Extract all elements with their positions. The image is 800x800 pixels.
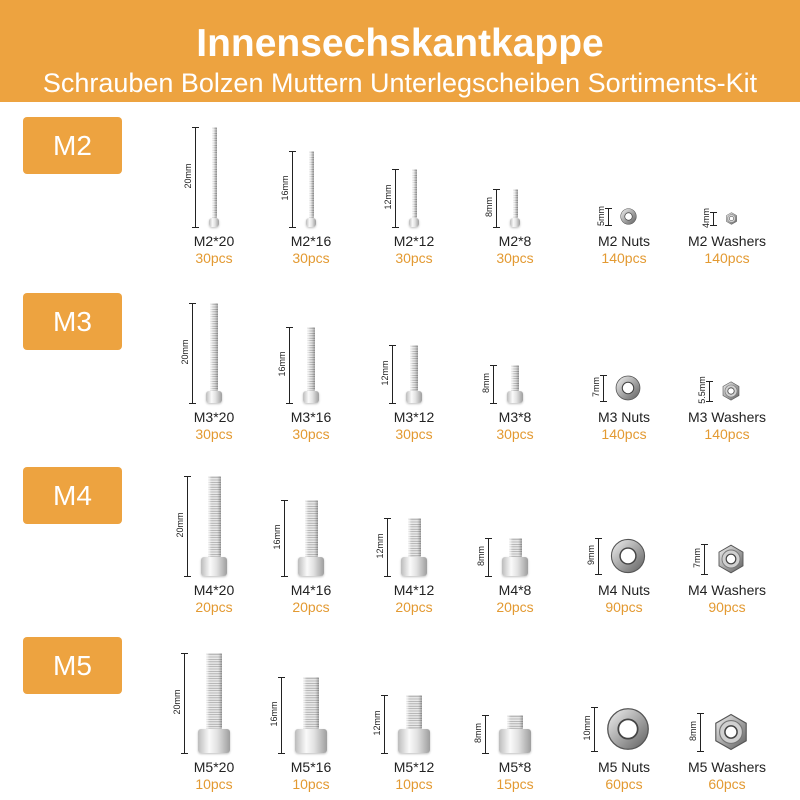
hex-nut-icon <box>721 381 741 401</box>
item-name: M5 Nuts <box>597 759 651 775</box>
hex-nut-icon <box>725 212 738 225</box>
dimension-tick <box>493 227 500 228</box>
dimension-tick <box>490 403 497 404</box>
dimension-tick <box>286 403 293 404</box>
dimension-tick <box>485 576 492 577</box>
item-quantity: 30pcs <box>395 250 433 266</box>
dimension-tick <box>381 695 388 696</box>
item-name: M2 Washers <box>687 233 767 249</box>
bolt-head <box>499 729 531 753</box>
item-quantity: 90pcs <box>605 599 643 615</box>
dimension-label: 20mm <box>180 339 190 365</box>
dimension-tick <box>381 753 388 754</box>
page-title: Innensechskantkappe <box>196 22 604 65</box>
dimension-line <box>493 365 494 403</box>
dimension-tick <box>278 753 285 754</box>
size-label-m3: M3 <box>23 293 122 350</box>
nut-shape <box>620 208 637 225</box>
dimension-line <box>184 653 185 753</box>
dimension-line <box>594 707 595 751</box>
dimension-tick <box>289 151 296 152</box>
item-caption <box>460 582 570 616</box>
dimension-line <box>488 538 489 576</box>
bolt-head <box>398 729 430 753</box>
item-quantity: 30pcs <box>395 426 433 442</box>
dimension-label: 16mm <box>269 701 279 727</box>
item-name: M2*20 <box>193 233 235 249</box>
item-quantity: 30pcs <box>195 250 233 266</box>
dimension-label: 16mm <box>277 351 287 377</box>
dimension-line <box>709 381 710 401</box>
washer-shape <box>725 212 738 225</box>
dimension-tick <box>591 751 598 752</box>
dimension-line <box>289 327 290 403</box>
dimension-label: 12mm <box>372 710 382 736</box>
item-caption <box>159 582 269 616</box>
dimension-line <box>485 715 486 753</box>
item-quantity: 30pcs <box>496 250 534 266</box>
item-caption <box>672 759 782 793</box>
dimension-line <box>195 127 196 227</box>
dimension-tick <box>384 518 391 519</box>
dimension-label: 9mm <box>586 545 596 565</box>
dimension-tick <box>181 753 188 754</box>
item-quantity: 140pcs <box>704 250 750 266</box>
bolt-head <box>298 557 324 576</box>
item-name: M4 Washers <box>687 582 767 598</box>
dimension-label: 5mm <box>595 205 606 226</box>
dimension-line <box>395 169 396 227</box>
item-caption <box>460 409 570 443</box>
dimension-tick <box>189 303 196 304</box>
dimension-tick <box>701 574 708 575</box>
item-caption <box>359 409 469 443</box>
dimension-line <box>284 500 285 576</box>
item-quantity: 15pcs <box>496 776 534 792</box>
item-quantity: 30pcs <box>496 426 534 442</box>
hex-nut-icon <box>716 544 746 574</box>
dimension-line <box>704 544 705 574</box>
washer-shape <box>712 713 750 751</box>
dimension-line <box>598 538 599 574</box>
dimension-tick <box>697 713 704 714</box>
bolt-shaft <box>509 538 522 557</box>
dimension-tick <box>281 576 288 577</box>
dimension-tick <box>490 365 497 366</box>
dimension-tick <box>286 327 293 328</box>
dimension-line <box>187 476 188 576</box>
item-quantity: 20pcs <box>292 599 330 615</box>
item-name: M2*12 <box>393 233 435 249</box>
size-label-m4: M4 <box>23 467 122 524</box>
bolt-shaft <box>309 151 314 218</box>
item-caption <box>359 233 469 267</box>
size-label-m5: M5 <box>23 637 122 694</box>
dimension-tick <box>493 189 500 190</box>
item-caption <box>359 582 469 616</box>
item-quantity: 140pcs <box>601 426 647 442</box>
bolt-shaft <box>212 127 217 218</box>
dimension-label: 12mm <box>383 184 393 210</box>
item-caption <box>569 582 679 616</box>
dimension-tick <box>192 127 199 128</box>
dimension-label: 8mm <box>688 721 698 741</box>
page-subtitle: Schrauben Bolzen Muttern Unterlegscheiben Sortiments-Kit <box>42 68 758 98</box>
nut-icon <box>620 208 637 225</box>
size-label-m2: M2 <box>23 117 122 174</box>
bolt-shaft <box>410 345 418 391</box>
item-quantity: 10pcs <box>395 776 433 792</box>
item-name: M3*20 <box>193 409 235 425</box>
dimension-tick <box>392 227 399 228</box>
dimension-line <box>384 695 385 753</box>
item-name: M2 Nuts <box>597 233 651 249</box>
item-quantity: 20pcs <box>195 599 233 615</box>
item-quantity: 30pcs <box>292 426 330 442</box>
bolt-head <box>409 218 419 227</box>
bolt-shaft <box>511 365 519 391</box>
item-name: M5*16 <box>290 759 332 775</box>
dimension-label: 7mm <box>692 548 702 568</box>
dimension-line <box>603 375 604 401</box>
dimension-tick <box>482 715 489 716</box>
bolt-head <box>401 557 427 576</box>
item-caption <box>460 759 570 793</box>
dimension-line <box>387 518 388 576</box>
dimension-tick <box>184 476 191 477</box>
item-caption <box>256 759 366 793</box>
item-name: M3*16 <box>290 409 332 425</box>
dimension-line <box>608 208 609 225</box>
bolt-head <box>201 557 227 576</box>
item-quantity: 140pcs <box>601 250 647 266</box>
dimension-line <box>192 303 193 403</box>
bolt-head <box>502 557 528 576</box>
bolt-shaft <box>408 518 421 557</box>
item-caption <box>569 409 679 443</box>
dimension-tick <box>706 381 713 382</box>
nut-icon <box>610 538 646 574</box>
dimension-tick <box>697 751 704 752</box>
bolt-head <box>510 218 520 227</box>
item-quantity: 30pcs <box>195 426 233 442</box>
bolt-shaft <box>305 500 318 557</box>
dimension-label: 8mm <box>473 723 483 743</box>
washer-shape <box>721 381 741 401</box>
dimension-line <box>292 151 293 227</box>
bolt-head <box>209 218 219 227</box>
bolt-shaft <box>412 169 417 218</box>
item-name: M3*8 <box>498 409 532 425</box>
header-banner <box>0 0 800 102</box>
item-quantity: 10pcs <box>195 776 233 792</box>
dimension-label: 10mm <box>582 715 592 741</box>
bolt-head <box>206 391 222 403</box>
item-caption <box>159 759 269 793</box>
item-quantity: 60pcs <box>605 776 643 792</box>
dimension-label: 16mm <box>272 524 282 550</box>
dimension-label: 20mm <box>172 689 182 715</box>
dimension-tick <box>389 345 396 346</box>
item-name: M4*12 <box>393 582 435 598</box>
dimension-tick <box>600 401 607 402</box>
bolt-shaft <box>303 677 319 729</box>
bolt-shaft <box>513 189 518 218</box>
item-name: M3*12 <box>393 409 435 425</box>
item-name: M4*16 <box>290 582 332 598</box>
dimension-tick <box>701 544 708 545</box>
item-caption <box>672 582 782 616</box>
item-name: M2*16 <box>290 233 332 249</box>
dimension-tick <box>595 574 602 575</box>
dimension-tick <box>595 538 602 539</box>
item-caption <box>159 233 269 267</box>
item-quantity: 140pcs <box>704 426 750 442</box>
dimension-tick <box>281 500 288 501</box>
dimension-line <box>700 713 701 751</box>
item-caption <box>256 409 366 443</box>
nut-icon <box>606 707 650 751</box>
dimension-line <box>713 212 714 225</box>
dimension-tick <box>278 677 285 678</box>
dimension-tick <box>485 538 492 539</box>
item-caption <box>359 759 469 793</box>
dimension-label: 5.5mm <box>697 376 707 404</box>
item-name: M4*20 <box>193 582 235 598</box>
item-caption <box>569 233 679 267</box>
item-quantity: 20pcs <box>395 599 433 615</box>
bolt-head <box>198 729 230 753</box>
bolt-shaft <box>206 653 222 729</box>
nut-shape <box>606 707 650 751</box>
item-name: M5*8 <box>498 759 532 775</box>
dimension-label: 20mm <box>175 512 185 538</box>
dimension-tick <box>600 375 607 376</box>
bolt-head <box>295 729 327 753</box>
item-caption <box>256 233 366 267</box>
bolt-head <box>507 391 523 403</box>
dimension-label: 20mm <box>183 163 193 189</box>
bolt-shaft <box>210 303 218 391</box>
bolt-shaft <box>507 715 523 729</box>
dimension-line <box>496 189 497 227</box>
dimension-tick <box>392 169 399 170</box>
dimension-line <box>281 677 282 753</box>
item-quantity: 60pcs <box>708 776 746 792</box>
item-quantity: 10pcs <box>292 776 330 792</box>
nut-shape <box>615 375 641 401</box>
dimension-tick <box>706 401 713 402</box>
dimension-tick <box>184 576 191 577</box>
dimension-label: 8mm <box>476 546 486 566</box>
dimension-label: 12mm <box>375 533 385 559</box>
item-name: M2*8 <box>498 233 532 249</box>
item-name: M5*20 <box>193 759 235 775</box>
item-caption <box>159 409 269 443</box>
item-caption <box>460 233 570 267</box>
hex-nut-icon <box>712 713 750 751</box>
dimension-tick <box>189 403 196 404</box>
item-caption <box>256 582 366 616</box>
dimension-tick <box>181 653 188 654</box>
item-caption <box>672 233 782 267</box>
bolt-shaft <box>307 327 315 391</box>
dimension-label: 8mm <box>484 197 494 217</box>
dimension-label: 4mm <box>700 207 711 228</box>
dimension-line <box>392 345 393 403</box>
bolt-shaft <box>208 476 221 557</box>
bolt-shaft <box>406 695 422 729</box>
item-quantity: 30pcs <box>292 250 330 266</box>
item-name: M4 Nuts <box>597 582 651 598</box>
item-name: M4*8 <box>498 582 532 598</box>
item-caption <box>672 409 782 443</box>
item-quantity: 20pcs <box>496 599 534 615</box>
dimension-label: 7mm <box>591 377 601 397</box>
dimension-tick <box>384 576 391 577</box>
washer-shape <box>716 544 746 574</box>
bolt-head <box>303 391 319 403</box>
dimension-tick <box>389 403 396 404</box>
item-name: M3 Nuts <box>597 409 651 425</box>
item-name: M3 Washers <box>687 409 767 425</box>
nut-icon <box>615 375 641 401</box>
nut-shape <box>610 538 646 574</box>
dimension-label: 12mm <box>380 360 390 386</box>
item-quantity: 90pcs <box>708 599 746 615</box>
item-caption <box>569 759 679 793</box>
bolt-head <box>406 391 422 403</box>
dimension-tick <box>482 753 489 754</box>
item-name: M5*12 <box>393 759 435 775</box>
dimension-label: 16mm <box>280 175 290 201</box>
bolt-head <box>306 218 316 227</box>
item-name: M5 Washers <box>687 759 767 775</box>
dimension-label: 8mm <box>481 373 491 393</box>
dimension-tick <box>289 227 296 228</box>
dimension-tick <box>591 707 598 708</box>
dimension-tick <box>192 227 199 228</box>
